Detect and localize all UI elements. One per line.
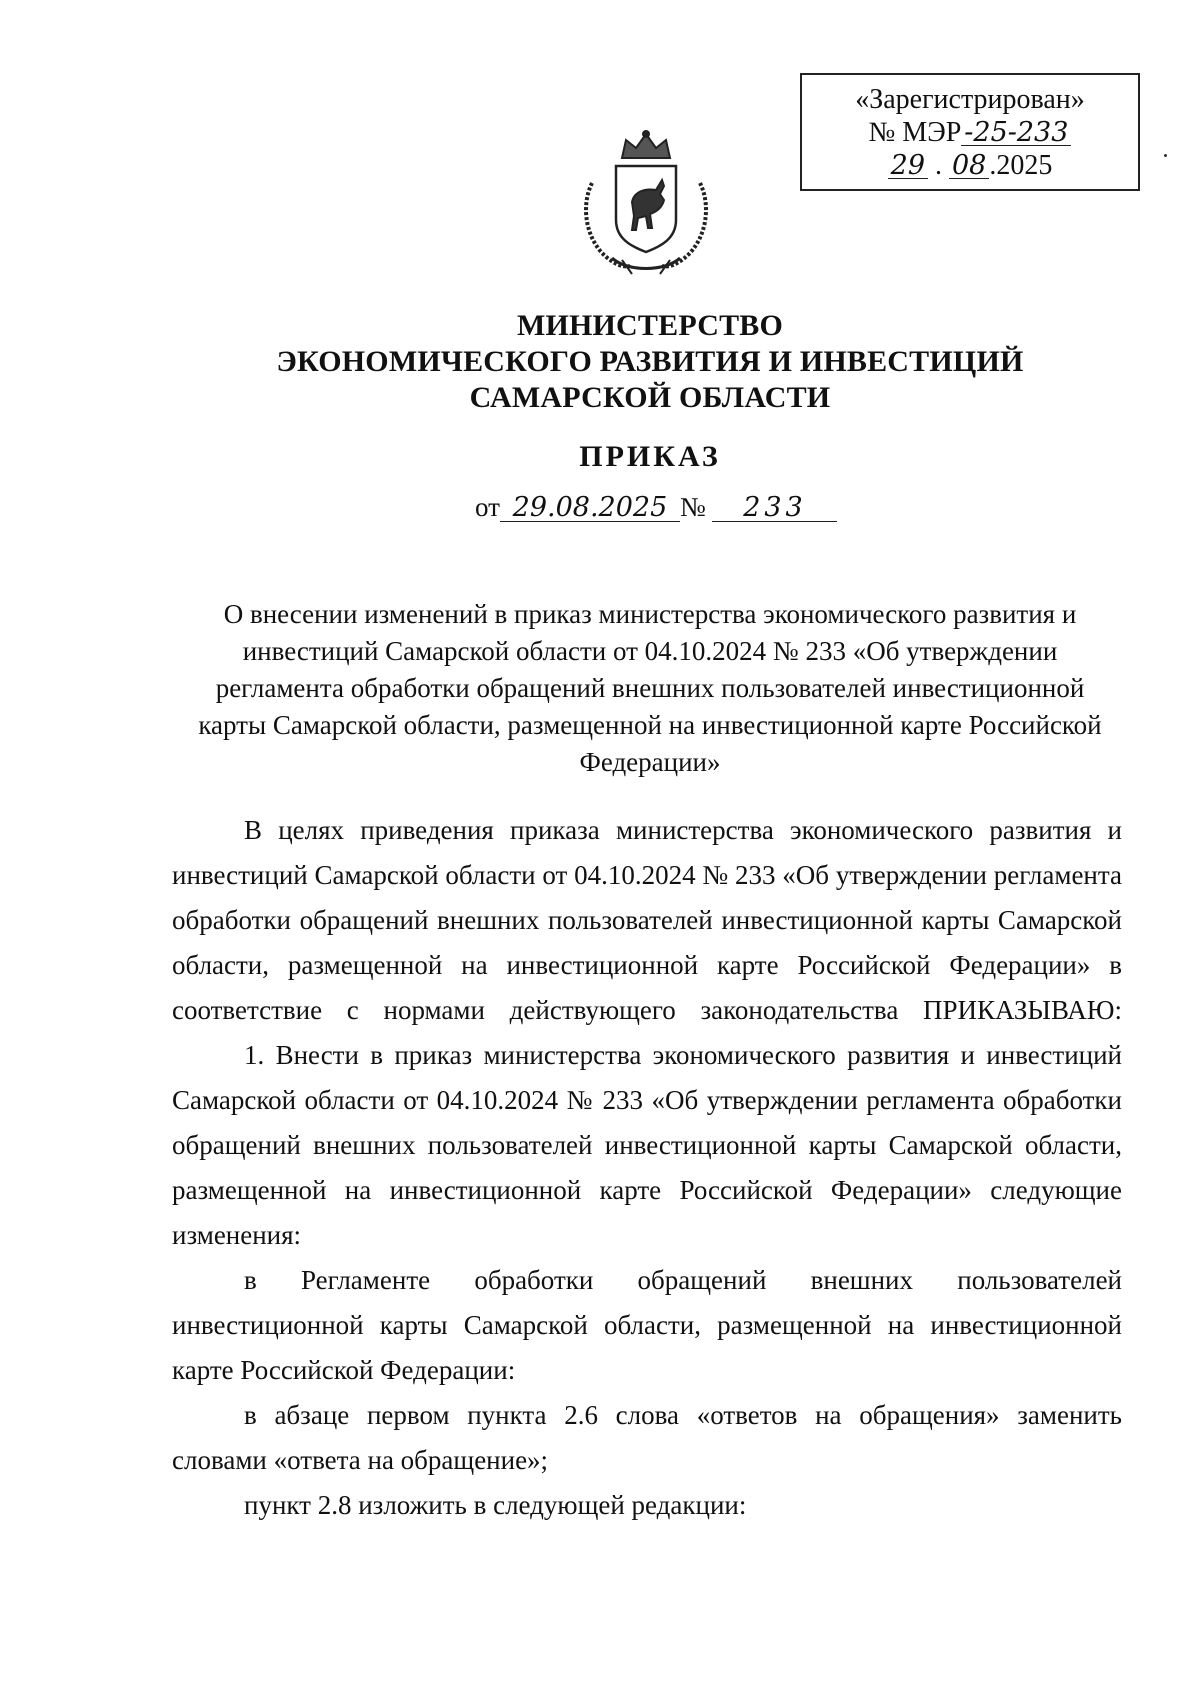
order-body: [172, 808, 1122, 1528]
ministry-line-3: САМАРСКОЙ ОБЛАСТИ: [469, 381, 831, 414]
registration-date-line: [802, 149, 1138, 182]
registration-status: «Зарегистрирован»: [855, 84, 1085, 115]
body-paragraph-regulation: в Регламенте обработки обращений внешних пользователей инвестиционной карты Самарской области, размещенной на инвестиционной карте Российской Федерации:: [172, 1265, 1122, 1385]
samara-coat-of-arms-icon: [572, 128, 720, 278]
registration-date-month: 08: [949, 154, 989, 179]
registration-date-year: .2025: [989, 150, 1053, 181]
registration-number-line: [802, 116, 1138, 149]
order-date-prefix: от: [475, 492, 500, 522]
order-number-handwritten: 233: [712, 495, 837, 522]
registration-date-separator: .: [935, 150, 942, 181]
registration-stamp: [800, 73, 1140, 191]
coat-of-arms-graphic: [572, 128, 720, 278]
body-paragraph-clause-2-6: в абзаце первом пункта 2.6 слова «ответов на обращения» заменить словами «ответа на обращение»;: [172, 1400, 1122, 1475]
body-paragraph-clause-2-8: пункт 2.8 изложить в следующей редакции:: [244, 1490, 747, 1520]
ministry-line-2: ЭКОНОМИЧЕСКОГО РАЗВИТИЯ И ИНВЕСТИЦИЙ: [276, 345, 1024, 378]
scan-speck: [1164, 154, 1167, 157]
order-subject: О внесении изменений в приказ министерства экономического развития и инвестиций Самарской области от 04.10.2024 № 233 «Об утверждении регламента обработки обращений внешних пользователей инвестиционной карты Самарской области, размещенной на инвестиционной карте Российской Федерации»: [198, 599, 1102, 777]
registration-date-day: 29: [888, 154, 928, 179]
registration-number-prefix: № МЭР: [868, 117, 962, 148]
order-number-prefix: №: [679, 492, 706, 522]
order-title: ПРИКАЗ: [579, 440, 721, 473]
body-paragraph-preamble: В целях приведения приказа министерства экономического развития и инвестиций Самарской области от 04.10.2024 № 233 «Об утверждении регламента обработки обращений внешних пользователей инвестиционной карты Самарской области, размещенной на инвестиционной карте Российской Федерации» в соответствие с нормами действующего законодательства ПРИКАЗЫВАЮ:: [172, 815, 1122, 1025]
body-paragraph-item-1: 1. Внести в приказ министерства экономического развития и инвестиций Самарской области от 04.10.2024 № 233 «Об утверждении регламента обработки обращений внешних пользователей инвестиционной карты Самарской области, размещенной на инвестиционной карте Российской Федерации» следующие изменения:: [172, 1040, 1122, 1250]
registration-number-handwritten: -25-233: [961, 121, 1071, 146]
order-date-handwritten: 29.08.2025: [500, 495, 680, 522]
ministry-line-1: МИНИСТЕРСТВО: [516, 309, 784, 342]
ministry-name: [0, 308, 1200, 416]
order-date-number-line: [475, 492, 837, 523]
